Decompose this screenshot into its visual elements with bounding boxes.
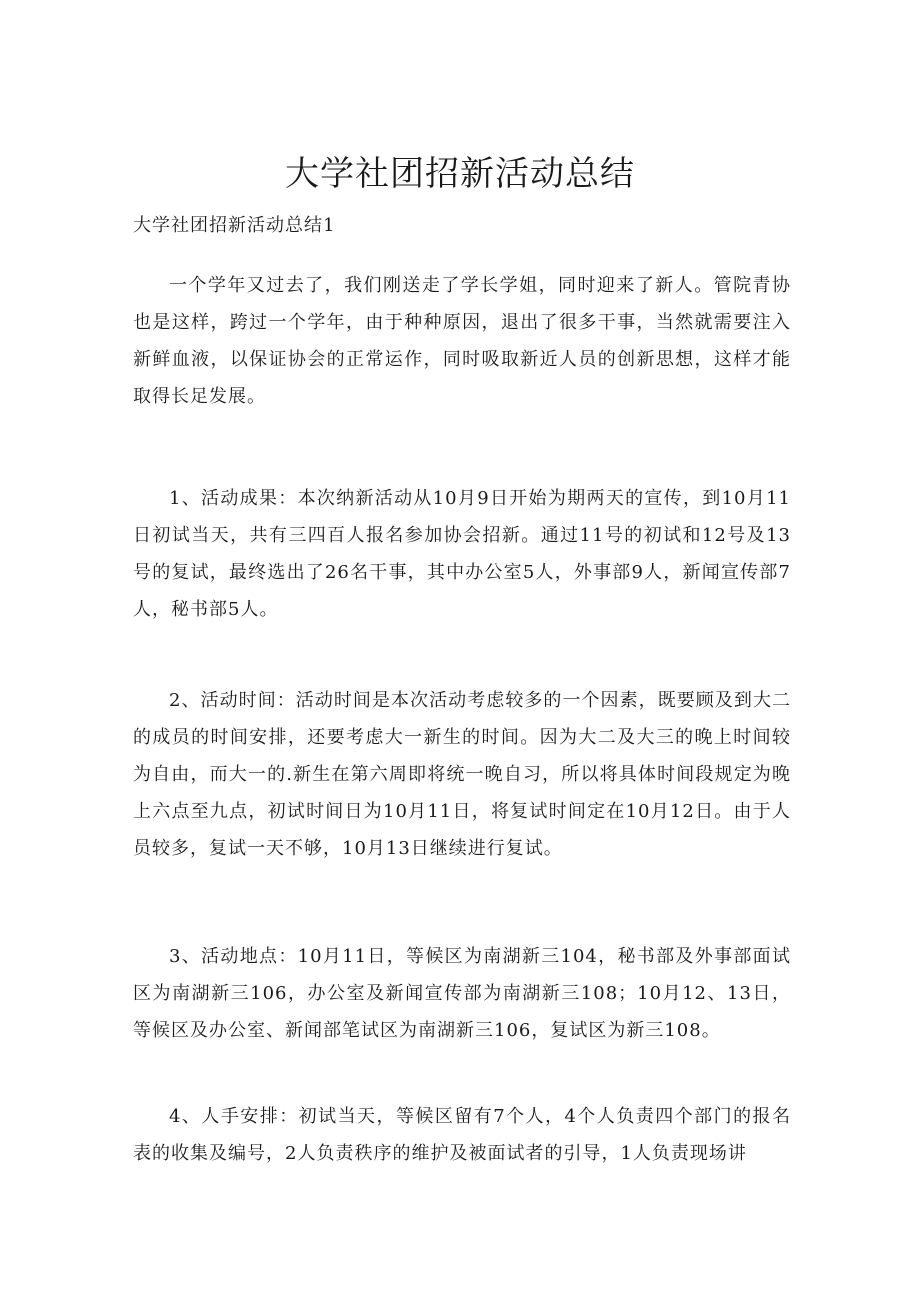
document-title: 大学社团招新活动总结 — [285, 154, 635, 194]
paragraph-staffing: 4、人手安排：初试当天，等候区留有7个人，4个人负责四个部门的报名表的收集及编号，2人负责秩序的维护及被面试者的引导，1人负责现场讲 — [133, 1106, 791, 1164]
paragraph-location: 3、活动地点：10月11日，等候区为南湖新三104，秘书部及外事部面试区为南湖新三106，办公室及新闻宣传部为南湖新三108；10月12、13日，等候区及办公室、新闻部笔试区为南湖新三106，复试区为新三108。 — [133, 946, 791, 1041]
paragraph-intro: 一个学年又过去了，我们刚送走了学长学姐，同时迎来了新人。管院青协也是这样，跨过一个学年，由于种种原因，退出了很多干事，当然就需要注入新鲜血液，以保证协会的正常运作，同时吸取新近人员的创新思想，这样才能取得长足发展。 — [133, 275, 791, 407]
paragraph-results: 1、活动成果：本次纳新活动从10月9日开始为期两天的宣传，到10月11日初试当天，共有三四百人报名参加协会招新。通过11号的初试和12号及13号的复试，最终选出了26名干事，其中办公室5人，外事部9人，新闻宣传部7人，秘书部5人。 — [133, 488, 791, 620]
paragraph-time: 2、活动时间：活动时间是本次活动考虑较多的一个因素，既要顾及到大二的成员的时间安排，还要考虑大一新生的时间。因为大二及大三的晚上时间较为自由，而大一的.新生在第六周即将统一晚自习，所以将具体时间段规定为晚上六点至九点，初试时间日为10月11日，将复试时间定在10月12日。由于人员较多，复试一天不够，10月13日继续进行复试。 — [133, 690, 791, 859]
document-subtitle: 大学社团招新活动总结1 — [133, 215, 336, 236]
